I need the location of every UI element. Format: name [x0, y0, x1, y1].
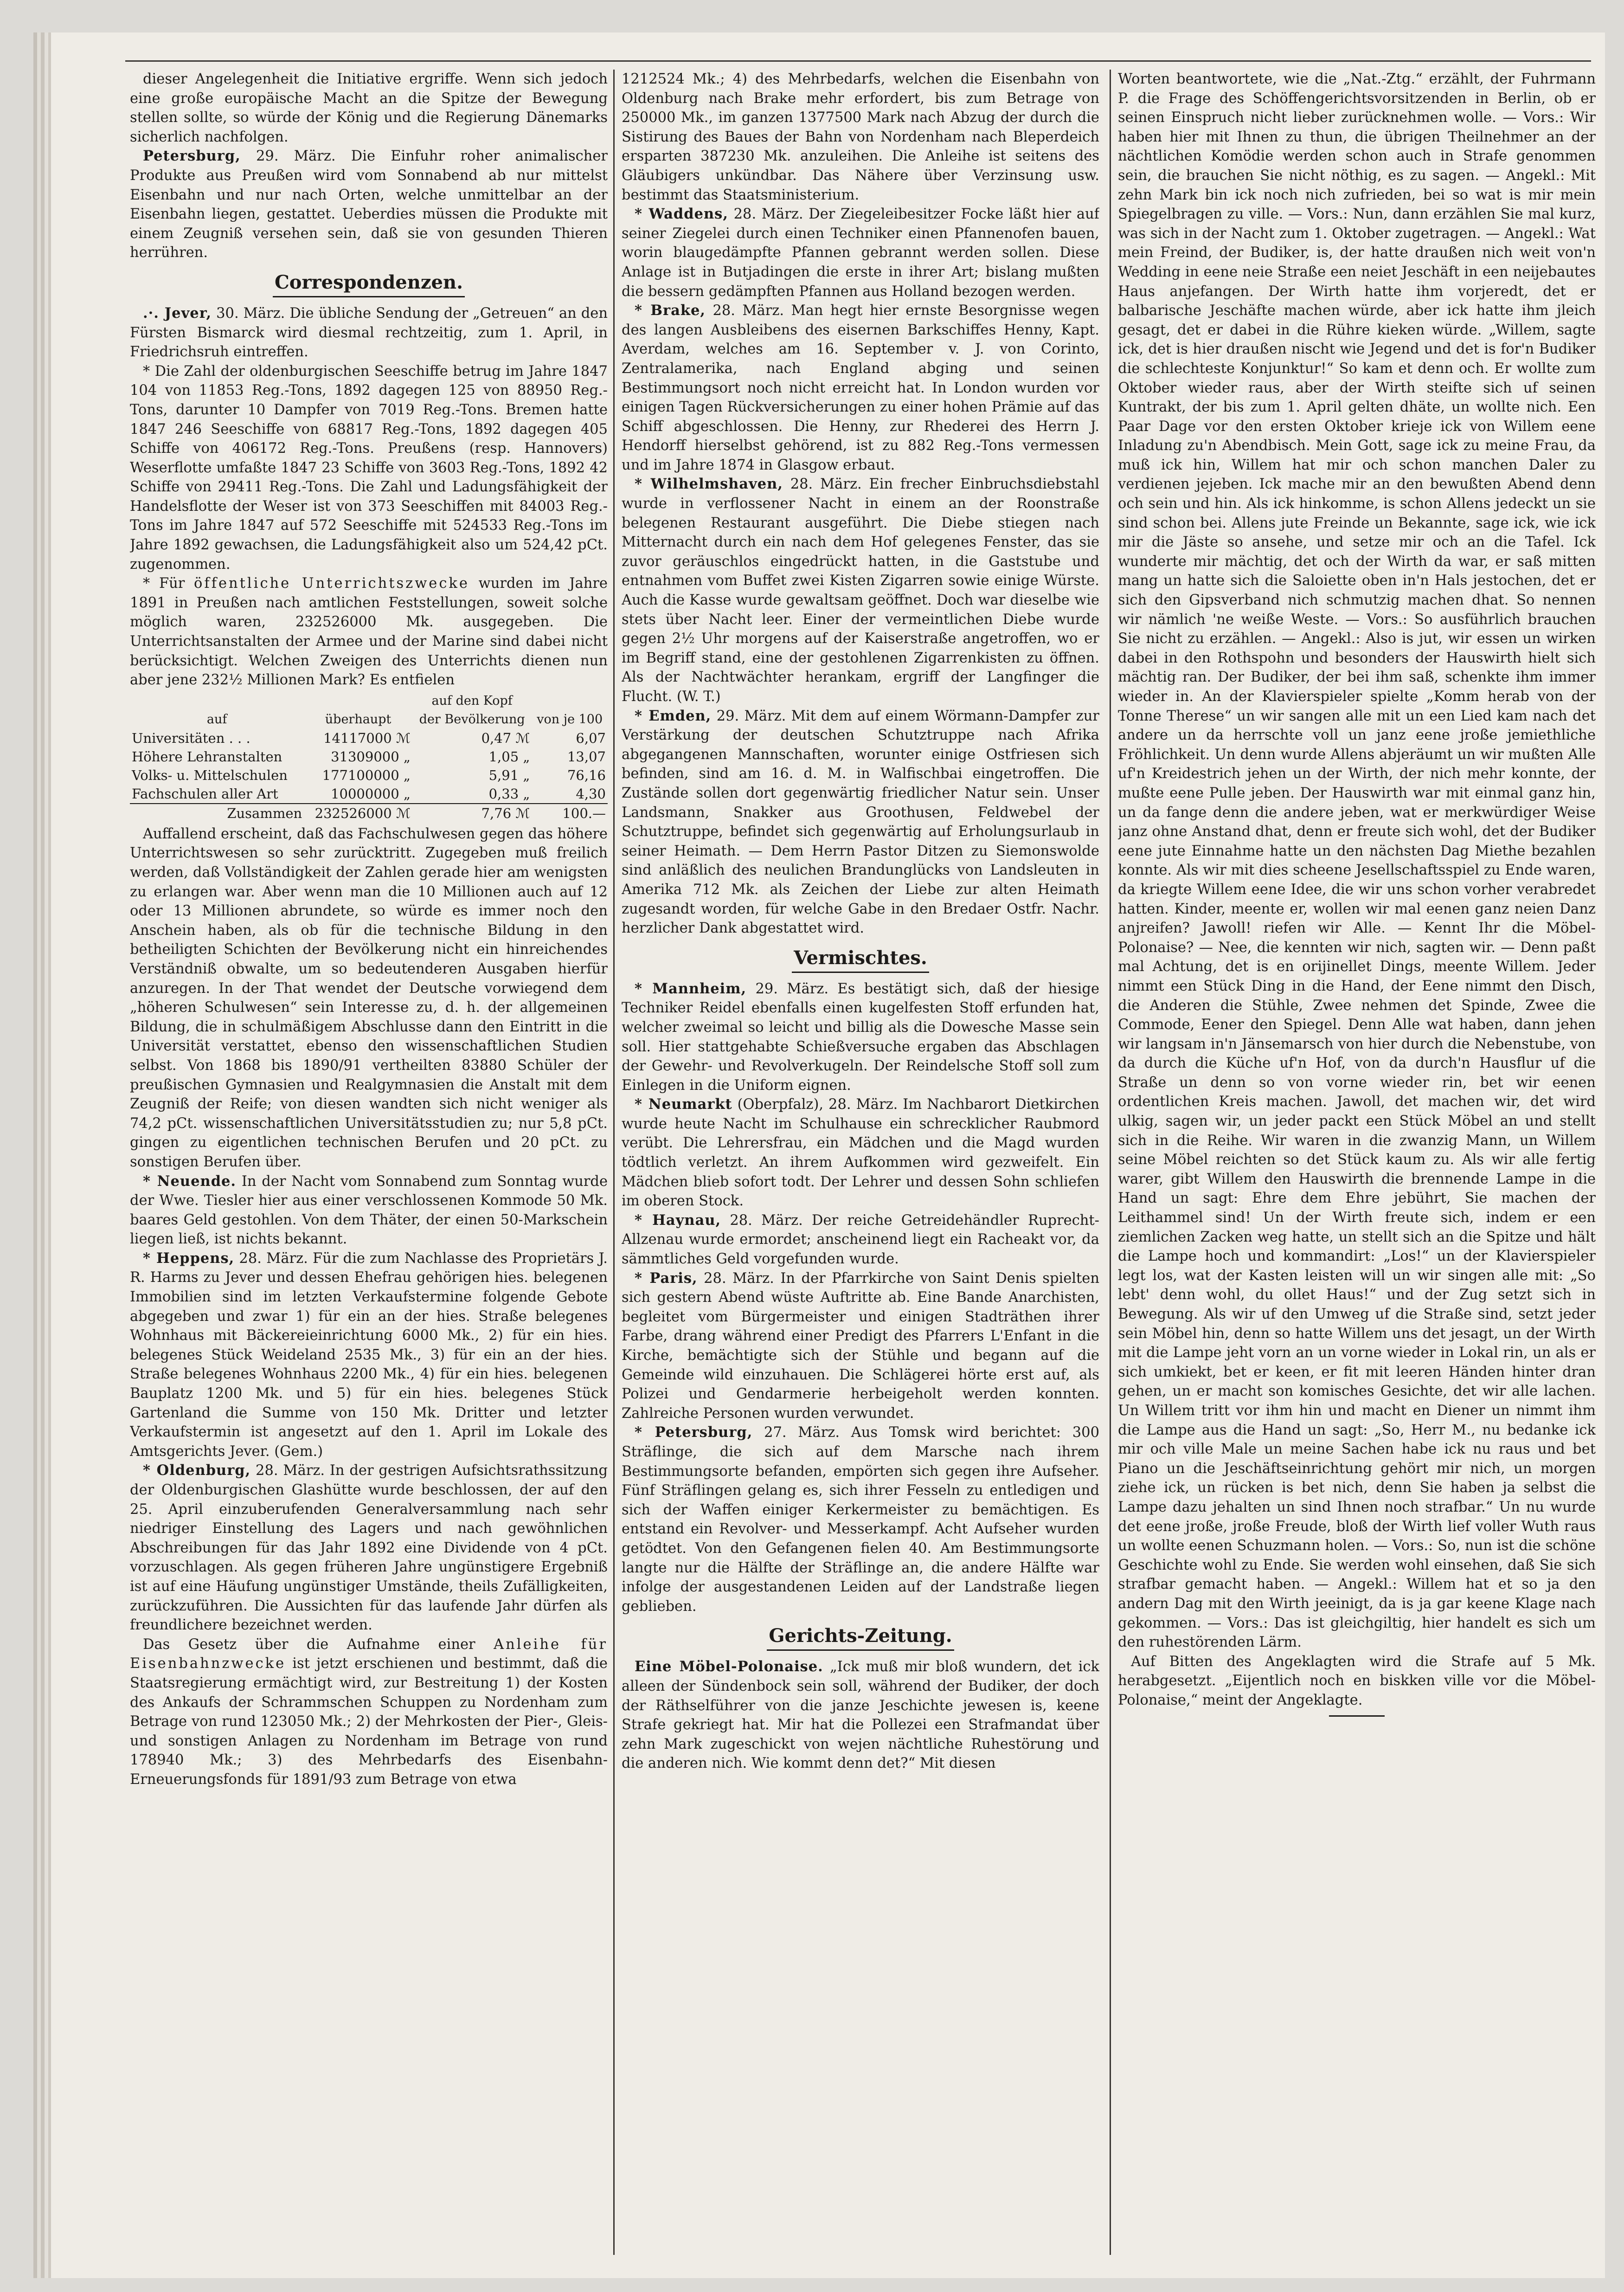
dateline: * Heppens, — [143, 1249, 235, 1267]
table-cell: 0,47 ℳ — [481, 730, 530, 746]
column-rule-1 — [613, 70, 615, 2255]
article-body: 28. März. Für die zum Nachlasse des Proprietärs J. R. Harms zu Jever und dessen Ehefrau gehörigen hies. belegenen Immobilien sind im letzten Verkaufstermine folgende Gebote abgegeben und zwar 1) für ein an der hies. Straße belegenes Wohnhaus mit Bäckereieinrichtung 6000 Mk., 2) für ein hies. belegenes Stück Weideland 2535 Mk., 3) für ein an der hies. Straße belegenes Wohnhaus 2200 Mk., 4) für ein hies. belegenen Bauplatz 1200 Mk. und 5) für ein hies. belegenes Stück Gartenland die Summe von 150 Mk. Dritter und letzter Verkaufstermin ist angesetzt auf den 1. April im Lokale des Amtsgerichts Jever. (Gem.) — [130, 1250, 608, 1460]
article-text: dieser Angelegenheit die Initiative ergriffe. Wenn sich jedoch eine große europäische Macht an die Spitze der Bewegung stellen sollte, so würde der König und die Regierung Dänemarks sicherlich nachfolgen. — [130, 71, 608, 145]
column-rule-2 — [1110, 70, 1111, 2255]
table-header-cell: auf den Kopf — [431, 693, 513, 708]
article-body: 29. März. Mit dem auf einem Wörmann-Dampfer zur Verstärkung der deutschen Schutztruppe nach Afrika abgegangenen Mannschaften, worunter einige Ostfriesen sich befinden, sind am 16. d. M. in Walfischbai eingetroffen. Die Zustände sollen dort gegenwärtig friedlicher Natur sein. Unser Landsmann, Snakker aus Groothusen, Feldwebel der Schutztruppe, befindet sich gegenwärtig auf Erholungsurlaub in seiner Heimath. — Dem Herrn Pastor Ditzen zu Siemonswolde sind anläßlich des neulichen Brandunglücks von Landsleuten in Amerika 712 Mk. als Zeichen der Liebe zur alten Heimath zugesandt worden, für welche Gabe in den Bredaer Ostfr. Nachr. herzlicher Dank abgestattet wird. — [622, 708, 1099, 937]
statistics-table — [130, 692, 608, 823]
article-mannheim — [622, 979, 1099, 1095]
table-row — [130, 766, 608, 785]
table-cell: 5,91 „ — [488, 767, 530, 783]
article-haynau — [622, 1211, 1099, 1269]
article-body: 28. März. Der Ziegeleibesitzer Focke läßt hier auf seiner Ziegelei durch einen Techniker einen Pfannenofen bauen, worin blaugedämpfte Pfannen gebrannt werden sollen. Diese Anlage ist in Butjadingen die erste in ihrer Art; bislang mußten die bessern gedämpften Pfannen aus Holland bezogen werden. — [622, 206, 1099, 300]
article-petersburg-2 — [622, 1423, 1099, 1616]
article-body: „Ick muß mir bloß wundern, det ick alleen der Sündenbock sein soll, während der Budiker, der doch der Räthselführer von die janze Jeschichte jewesen is, keene Strafe gekriegt hat. Mir hat die Pollezei een Strafmandat über zehn Mark zugeschickt von wejen nächtliche Ruhestörung und die anderen nich. Wie kommt denn det?“ Mit diesen — [622, 1659, 1099, 1772]
table-header-cell — [130, 692, 304, 710]
table-cell: 13,07 — [567, 748, 606, 765]
article-neuende — [130, 1172, 608, 1249]
article-petersburg — [130, 147, 608, 263]
article-body: 28. März. Man hegt hier ernste Besorgnisse wegen des langen Ausbleibens des eisernen Barkschiffes Henny, Kapt. Averdam, welches am 16. September v. J. von Corinto, Zentralamerika, nach England abging und seinen Bestimmungsort noch nicht erreicht hat. In London wurden vor einigen Tagen Rückversicherungen zu einer hohen Prämie auf das Schiff abgeschlossen. Die Henny, zur Rhederei des Herrn J. Hendorff hierselbst gehörend, ist zu 882 Reg.-Tons vermessen und im Jahre 1874 in Glasgow erbaut. — [622, 303, 1099, 473]
article-moebel-polonaise — [622, 1657, 1099, 1773]
article-body: 28. März. Ein frecher Einbruchsdiebstahl wurde in verflossener Nacht in einem an der Roonstraße belegenen Restaurant ausgeführt. Die Diebe stiegen nach Mitternacht durch ein nach dem Hof gelegenes Fenster, das sie zuvor geräuschlos eingedrückt hatten, in die Gaststube und entnahmen vom Buffet zwei Kisten Zigarren sowie einige Würste. Auch die Kasse wurde gewaltsam geöffnet. Doch war dieselbe wie stets über Nacht leer. Einer der vermeintlichen Diebe wurde gegen 2½ Uhr morgens auf der Kaiserstraße angetroffen, wo er im Begriff stand, eine der gestohlenen Zigarrenkisten zu öffnen. Als der Nachtwächter herankam, ergriff der Langfinger die Flucht. (W. T.) — [622, 476, 1099, 705]
article-body: 28. März. Der reiche Getreidehändler Ruprecht-Allzenau wurde ermordet; anscheinend liegt ein Racheakt vor, da sämmtliches Geld vorgefunden wurde. — [622, 1212, 1099, 1268]
article-wilhelmshaven — [622, 475, 1099, 706]
table-cell: 4,30 — [576, 785, 606, 802]
article-continued: Worten beantwortete, wie die „Nat.-Ztg.“ erzählt, der Fuhrmann P. die Frage des Schöffengerichtsvorsitzenden in Berlin, ob er seinen Einspruch nicht lieber zurücknehmen wolle. — Vors.: Wir haben hier mit Ihnen zu thun, die übrigen Theilnehmer an der nächtlichen Komödie werden schon auch in Strafe genommen sein, die brauchen Sie nicht nöthig, es zu sagen. — Angekl.: Mit zehn Mark bin ick noch nich zufrieden, bei so wat is mir mein Spiegelbragen zu ville. — Vors.: Nun, dann erzählen Sie mal kurz, was sich in der Nacht zum 1. Oktober zugetragen. — Angekl.: Wat mein Freind, der Budiker, is, der hatte draußen nich weit von'n Wedding in eene neie Straße een neiet Jeschäft in een neijebautes Haus anjefangen. Der Wirth hatte ihm vorjeredt, det er balbarische Jeschäfte machen würde, aber ick hatte ihm jleich gesagt, det er dabei in die Rühre kieken würde. „Willem, sagte ick, det is hier draußen nischt wie Jegend und det is for'n Budiker die schlechteste Konjunktur!“ So kam et denn och. Er wollte zum Oktober wieder raus, aber der Wirth steifte sich uf seinen Kuntrakt, der bis zum 1. April gelten dhäte, un wollte nich. Een Paar Dage vor den ersten Oktober krieje ick von Willem eene Inladung zu'n Abendbisch. Mein Gott, sage ick zu meine Frau, da muß ick hin, Willem hat mir och schon manchen Daler zu verdienen jejeben. Ick mache mir an den bewußten Abend denn och sein und hin. Als ick hinkomme, is schon Allens jedeckt un sie sind schon bei. Allens jute Freinde un Bekannte, sage ick, wie ick mir die Jäste so ansehe, und setze mir och an die Tafel. Ick wunderte mir mächtig, det och der Wirth da war, er saß mitten mang un hatte sich die Saloiette oben in'n Hals jestochen, det er sich den Gipsverband nich schmutzig machen dhat. So nennen wir nämlich 'ne weiße Weste. — Vors.: So ausführlich brauchen Sie nicht zu erzählen. — Angekl.: Also is jut, wir essen un wirken dabei in den Rothspohn und besonders der Hauswirth hielt sich mächtig ran. Der Budiker, der bei ihm saß, schenkte ihm immer wieder in. An der Klavierspieler spielte „Komm herab von der Tonne Therese“ un wir sangen alle mit un een Lied kam nach det andere un da herrschte voll un janz eene jroße jemiethliche Fröhlichkeit. Un denn wurde Allens abjeräumt un wir mußten Alle uf'n Kreidestrich jehen un der Wirth, der nich mehr konnte, der mußte eene Pulle jeben. Der Hauswirth war mit einmal ganz hin, un da fange denn die andere jeben, wat er merkwürdiger Weise janz ohne Anstand dhat, denn er freute sich wohl, det der Budiker eene jute Einnahme hatte un den nächsten Dag Miethe bezahlen konnte. Als wir mit dies scheene Jesellschaftsspiel zu Ende waren, da kriegte Willem eene Idee, die wir uns schon vorher verabredet hatten. Kinder, meente er, wollen wir mal eenen ganz neien Danz anjreifen? Jawoll! riefen wir Alle. — Kennt Ihr die Möbel-Polonaise? — Nee, die kennten wir nich, sagten wir. — Denn paßt mal Achtung, det is en orijinellet Dings, meente Willem. Jeder nimmt een Stück Ding in die Hand, der Eene nimmt den Disch, die Anderen die Stühle, Zwee nehmen det Spinde, Zwee die Commode, Eener den Spiegel. Denn Alle wat haben, dann jehen wir langsam in'n Jänsemarsch von hier durch die Nebenstube, von da durch die Küche uf'n Hof, von da durch'n Hausflur uf die Straße un denn so von vorne wieder rin, bet wir eenen ordentlichen Kreis machen. Jawoll, det machen wir, det wird ulkig, sagen wir, un jeder packt een Stück Möbel an und stellt sich in die Reihe. Wir waren in die zwanzig Mann, un Willem seine Möbel reichten so det Stück kaum zu. Als wir alle fertig warer, gibt Willem den Hauswirth die brennende Lampe in die Hand un sagt: Ehre dem Ehre jebührt, Sie machen der Leithammel sind! Un der Wirth freute sich, indem er een ziemlichen Zacken weg hatte, un stellt sich an die Spitze und hält die Lampe hoch und kommandirt: „Los!“ un der Klavierspieler legt los, wat der Kasten leisten will un wir singen alle mit: „So lebt' denn wohl, du ollet Haus!“ und der Zug setzt sich in Bewegung. Als wir uf den Umweg uf die Straße sind, setzt jeder sein Möbel hin, denn so hatte Willem uns det jesagt, un der Wirth mit die Lampe jeht vorn an un vorne wieder in Lokal rin, un als er sich umkiekt, bet er keen, er fit mit leeren Händen hinter dran gehen, un er macht son komisches Gesichte, det wir alle lachen. Un Willem tritt vor ihm hin und macht en Diener un nimmt ihm die Lampe aus die Hand un sagt: „So, Herr M., nu bedanke ick mir och ville Male un meine Sachen habe ick nu raus und bet Piano un die Jeschäftseinrichtung gehört mir nich, un morgen ziehe ick, un rücken is bet nich, denn Sie haben ja selbst die Lampe dazu jehalten un sind Ihnen noch strafbar.“ Un nu wurde det eene jroße, jroße Freude, bloß der Wirth lief voller Wuth raus un wollte eenen Schuzmann holen. — Vors.: So, nun ist die schöne Geschichte wohl zu Ende. Sie werden wohl einsehen, daß Sie sich strafbar gemacht haben. — Angekl.: Willem hat et so ja den andern Dag mit den Wirth jeeinigt, da is ja gar keene Klage nach gekommen. — Vors.: Das ist gleichgiltig, hier handelt es sich um den ruhestörenden Lärm. — [1118, 71, 1596, 1651]
table-row — [130, 729, 608, 747]
article-body: wurden im Jahre 1891 in Preußen nach amtlichen Feststellungen, soweit solche möglich waren, 232526000 Mk. ausgegeben. Die Unterrichtsanstalten der Armee und der Marine sind dabei nicht berücksichtigt. Welchen Zweigen des Unterrichts dienen nun aber jene 232½ Millionen Mark? Es entfielen — [130, 575, 608, 689]
table-cell: 7,76 ℳ — [412, 804, 532, 823]
table-header-cell: von je 100 — [537, 712, 603, 727]
section-heading-vermischtes — [622, 946, 1099, 973]
table-cell: 232526000 ℳ — [304, 804, 412, 823]
table-cell: Höhere Lehranstalten — [132, 748, 282, 765]
article-unterricht — [130, 574, 608, 690]
column-2 — [622, 70, 1099, 2250]
dateline: * Brake, — [635, 302, 706, 319]
section-title: Gerichts-Zeitung. — [767, 1623, 954, 1651]
table-cell: Zusammen — [130, 804, 304, 823]
end-rule — [1329, 1715, 1385, 1717]
article-jever — [130, 304, 608, 362]
article-body: 28. März. In der gestrigen Aufsichtsrathssitzung der Oldenburgischen Glashütte wurde beschlossen, der auf den 25. April einzuberufenden Generalversammlung nach sehr niedriger Einstellung des Lagers und nach gewöhnlichen Abschreibungen für das Jahr 1892 eine Dividende von 4 pCt. vorzuschlagen. Als gegen früheren Jahre ungünstigere Ergebniß ist auf eine Häufung ungünstiger Umstände, theils Zufälligkeiten, zurückzuführen. Die Aussichten für das laufende Jahr dürfen als freundlichere bezeichnet werden. — [130, 1462, 608, 1634]
article-body: 30. März. Die übliche Sendung der „Getreuen“ an den Fürsten Bismarck wird diesmal rechtzeitig, zum 1. April, in Friedrichsruh eintreffen. — [130, 305, 608, 361]
article-neumarkt — [622, 1095, 1099, 1211]
article-body: (Oberpfalz), 28. März. Im Nachbarort Dietkirchen wurde heute Nacht im Schulhause ein schrecklicher Raubmord verübt. Die Lehrersfrau, ein Mädchen und die Magd wurden tödtlich verletzt. An ihrem Aufkommen wird gezweifelt. Ein Mädchen blieb sofort todt. Der Lehrer und dessen Sohn schliefen im oberen Stock. — [622, 1096, 1099, 1210]
column-3 — [1118, 70, 1596, 2250]
dateline: * Haynau, — [635, 1211, 721, 1229]
dateline: * Mannheim, — [635, 980, 747, 997]
table-cell: Fachschulen aller Art — [132, 785, 278, 802]
table-cell: 76,16 — [567, 767, 606, 783]
table-cell: 1,05 „ — [488, 748, 530, 765]
article-closing: Auf Bitten des Angeklagten wird die Strafe auf 5 Mk. herabgesetzt. „Eijentlich noch en biskken ville vor die Möbel-Polonaise,“ meint der Angeklagte. — [1118, 1653, 1596, 1708]
newspaper-page — [51, 32, 1605, 2278]
dateline: Petersburg, — [143, 148, 241, 165]
spaced-emphasis: öffentliche Unterrichtszwecke — [194, 575, 469, 592]
article-auffallend: Auffallend erscheint, daß das Fachschulwesen gegen das höhere Unterrichtswesen so sehr zurücktritt. Zugegeben muß freilich werden, daß Vollständigkeit der Zahlen gerade hier am wenigsten zu erlangen war. Aber wenn man die 10 Millionen auch auf 12 oder 13 Millionen abrundete, so würde es immer noch den Anschein haben, als ob für die technische Bildung in den betheiligten Schichten der Bevölkerung nicht ein hinreichendes Verständniß obwalte, um so bedeutenderen Ausgaben hierfür anzuregen. In der That wendet der Deutsche vorwiegend dem „höheren Schulwesen“ sein Interesse zu, d. h. der allgemeinen Bildung, die in schulmäßigem Abschlusse dann den Eintritt in die Universität verstattet, ebenso den wissenschaftlichen Studien selbst. Von 1868 bis 1890/91 vertheilten 83880 Schüler der preußischen Gymnasien und Realgymnasien die Anstalt mit dem Zeugniß der Reife; von diesen wandten sich nicht weniger als 74,2 pCt. wissenschaftlichen Universitätsstudien zu; nur 5,8 pCt. gingen zu eigentlichen technischen Berufen und 20 pCt. zu sonstigen Berufen über. — [130, 825, 608, 1170]
article-body: ist jetzt erschienen und bestimmt, daß die Staatsregierung ermächtigt wird, zur Bestreitung 1) der Kosten des Ankaufs der Schrammschen Schuppen zu Nordenham zum Betrage von rund 123050 Mk.; 2) der Mehrkosten der Pier-, Gleis- und sonstigen Anlagen zu Nordenham im Betrage von rund 178940 Mk.; 3) des Mehrbedarfs des Eisenbahn-Erneuerungsfonds für 1891/93 zum Betrage von etwa — [130, 1655, 608, 1788]
top-rule — [125, 60, 1591, 62]
table-header-cell — [304, 692, 412, 710]
table-header-cell: auf — [206, 712, 227, 727]
dateline: .·. Jever, — [143, 304, 212, 322]
dateline: * Petersburg, — [635, 1424, 753, 1441]
table-header-row — [130, 692, 608, 710]
article-body: 28. März. In der Pfarrkirche von Saint Denis spielten sich gestern Abend wüste Auftritte ab. Eine Bande Anarchisten, begleitet vom Bürgermeister und einigen Stadträthen ihrer Farbe, drang während einer Predigt des Pfarrers L'Enfant in die Kirche, bemächtigte sich der Stühle und begann auf die Gemeinde wild einzuhauen. Die Schlägerei hörte erst auf, als Polizei und Gendarmerie herbeigeholt werden konnten. Zahlreiche Personen wurden verwundet. — [622, 1270, 1099, 1422]
article-heppens — [130, 1249, 608, 1461]
article-title: Eine Möbel-Polonaise. — [635, 1658, 823, 1675]
article-body: Das Gesetz über die Aufnahme einer — [143, 1636, 494, 1653]
table-header-cell: der Bevölkerung — [419, 712, 525, 727]
table-cell: Volks- u. Mittelschulen — [132, 767, 288, 783]
article-body: In der Nacht vom Sonnabend zum Sonntag wurde der Wwe. Tiesler hier aus einer verschlossenen Kommode 50 Mk. baares Geld gestohlen. Von dem Thäter, der einen 50-Markschein liegen ließ, ist nichts bekannt. — [130, 1173, 608, 1248]
section-title: Correspondenzen. — [273, 270, 465, 297]
table-header-cell: überhaupt — [325, 712, 392, 727]
article-body: 27. März. Aus Tomsk wird berichtet: 300 Sträflinge, die sich auf dem Marsche nach ihrem Bestimmungsorte befanden, empörten sich gegen ihre Aufseher. Fünf Sträflingen gelang es, sich ihrer Fesseln zu entledigen und sich der Waffen einiger Kerkermeister zu bemächtigen. Es entstand ein Revolver- und Messerkampf. Acht Aufseher wurden getödtet. Von den Gefangenen fielen 40. Am Bestimmungsorte langte nur die Hälfte der Sträflinge an, die andere Hälfte war infolge der ausgestandenen Leiden auf der Landstraße liegen geblieben. — [622, 1424, 1099, 1615]
article-body: 29. März. Es bestätigt sich, daß der hiesige Techniker Reidel ebenfalls einen kugelfesten Stoff erfunden hat, welcher zweimal so leicht und billig als die Dowesche Masse sein soll. Hier stattgehabte Schießversuche ergaben das Abschlagen der Gewehr- und Revolverkugeln. Der Reindelsche Stoff soll zum Einlegen in die Uniform eignen. — [622, 980, 1099, 1094]
article-oldenburg — [130, 1461, 608, 1635]
dateline: * Paris, — [635, 1269, 698, 1287]
article-anleihe — [130, 1635, 608, 1790]
table-cell: 177100000 „ — [322, 767, 411, 783]
table-row — [130, 747, 608, 766]
article-paris — [622, 1269, 1099, 1423]
article-body: 29. März. Die Einfuhr roher animalischer Produkte aus Preußen wird vom Sonnabend ab nur mittelst Eisenbahn und nur nach Orten, welche unmittelbar an der Eisenbahn liegen, gestattet. Ueberdies müssen die Produkte mit einem Zeugniß versehen sein, daß sie von gesunden Thieren herrühren. — [130, 148, 608, 261]
dateline: * Neumarkt — [635, 1096, 732, 1113]
table-header-row — [130, 710, 608, 729]
article-body: * Für — [143, 575, 194, 592]
dateline: * Oldenburg, — [143, 1462, 251, 1479]
section-heading-gerichts-zeitung — [622, 1623, 1099, 1651]
article-seeschiffe: * Die Zahl der oldenburgischen Seeschiffe betrug im Jahre 1847 104 von 11853 Reg.-Tons, 1892 dagegen 125 von 88950 Reg.-Tons, darunter 10 Dampfer von 7019 Reg.-Tons. Bremen hatte 1847 246 Seeschiffe von 68817 Reg.-Tons, 1892 dagegen 405 Schiffe von 406172 Reg.-Tons. Preußens (resp. Hannovers) Weserflotte umfaßte 1847 23 Schiffe von 3603 Reg.-Tons, 1892 42 Schiffe von 29411 Reg.-Tons. Die Zahl und Ladungsfähigkeit der Handelsflotte der Weser ist von 373 Seeschiffen mit 84003 Reg.-Tons im Jahre 1847 auf 572 Seeschiffe mit 524533 Reg.-Tons im Jahre 1892 gewachsen, die Ladungsfähigkeit also um 524,42 pCt. zugenommen. — [130, 363, 608, 573]
table-cell: 14117000 ℳ — [323, 730, 411, 746]
table-row — [130, 785, 608, 804]
dateline: * Waddens, — [635, 206, 728, 223]
article-brake — [622, 301, 1099, 475]
table-cell: 0,33 „ — [488, 785, 530, 802]
table-cell: Universitäten . . . — [132, 730, 250, 746]
column-1 — [130, 70, 608, 2250]
spaced-emphasis: Anleihe für Eisenbahnzwecke — [130, 1636, 608, 1672]
section-heading-correspondenzen — [130, 270, 608, 297]
article-continued: 1212524 Mk.; 4) des Mehrbedarfs, welchen die Eisenbahn von Oldenburg nach Brake mehr erfordert, bis zum Betrage von 250000 Mk., im ganzen 1377500 Mark nach Abzug der durch die Sistirung des Baues der Bahn von Nordenham nach Bleperdeich ersparten 387230 Mk. anzuleihen. Die Anleihe ist seitens des Gläubigers unkündbar. Das Nähere über Verzinsung usw. bestimmt das Staatsministerium. — [622, 71, 1099, 203]
table-cell: 10000000 „ — [331, 785, 411, 802]
dateline: * Neuende. — [143, 1172, 237, 1190]
dateline: * Wilhelmshaven, — [635, 476, 783, 493]
article-emden — [622, 707, 1099, 938]
table-cell: 100.— — [532, 804, 608, 823]
dateline: * Emden, — [635, 707, 712, 724]
section-title: Vermischtes. — [792, 946, 929, 973]
article-waddens — [622, 205, 1099, 301]
table-total-row — [130, 804, 608, 823]
table-header-cell — [532, 692, 608, 710]
table-cell: 6,07 — [576, 730, 606, 746]
table-cell: 31309000 „ — [331, 748, 411, 765]
